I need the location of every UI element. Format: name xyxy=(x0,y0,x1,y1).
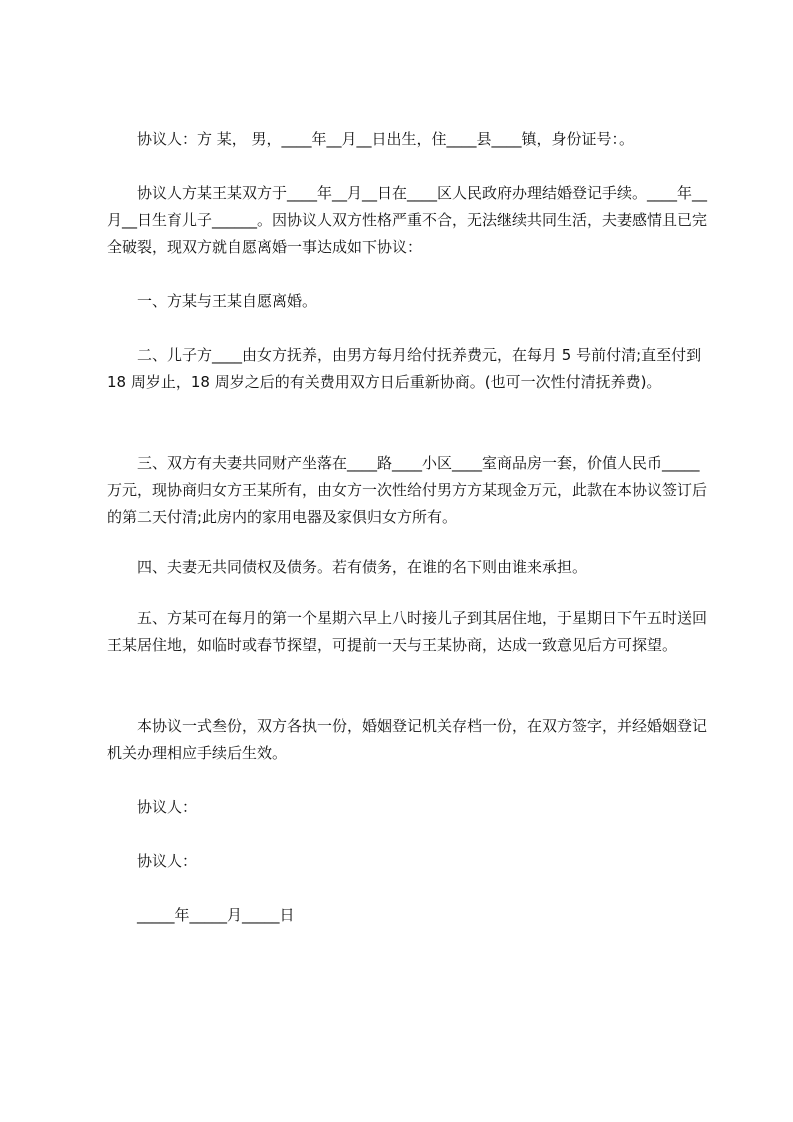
clause-1: 一、方某与王某自愿离婚。 xyxy=(137,292,318,310)
signature-date: _____年_____月_____日 xyxy=(137,906,295,924)
clause-4: 四、夫妻无共同债权及债务。若有债务，在谁的名下则由谁来承担。 xyxy=(137,558,588,576)
effect-clause: 本协议一式叁份，双方各执一份，婚姻登记机关存档一份，在双方签字，并经婚姻登记机关办理相应手续后生效。 xyxy=(107,717,708,762)
clause-3: 三、双方有夫妻共同财产坐落在____路____小区____室商品房一套，价值人民币_____万元，现协商归女方王某所有，由女方一次性给付男方方某现金万元，此款在本协议签订后的第二天付清;此房内的家用电器及家俱归女方所有。 xyxy=(107,454,708,526)
party-info-paragraph: 协议人：方 某， 男，____年__月__日出生，住____县____镇，身份证号：。 xyxy=(137,130,635,148)
preamble-paragraph: 协议人方某王某双方于____年__月__日在____区人民政府办理结婚登记手续。____年__月__日生育儿子______。因协议人双方性格严重不合，无法继续共同生活，夫妻感情且已完全破裂，现双方就自愿离婚一事达成如下协议： xyxy=(107,184,708,256)
clause-2: 二、儿子方____由女方抚养，由男方每月给付抚养费元，在每月 5 号前付清;直至付到 18 周岁止，18 周岁之后的有关费用双方日后重新协商。(也可一次性付清抚养费)。 xyxy=(107,346,702,391)
clause-5: 五、方某可在每月的第一个星期六早上八时接儿子到其居住地，于星期日下午五时送回王某居住地，如临时或春节探望，可提前一天与王某协商，达成一致意见后方可探望。 xyxy=(107,609,708,654)
signature-party-1: 协议人： xyxy=(137,798,198,816)
signature-party-2: 协议人： xyxy=(137,852,198,870)
